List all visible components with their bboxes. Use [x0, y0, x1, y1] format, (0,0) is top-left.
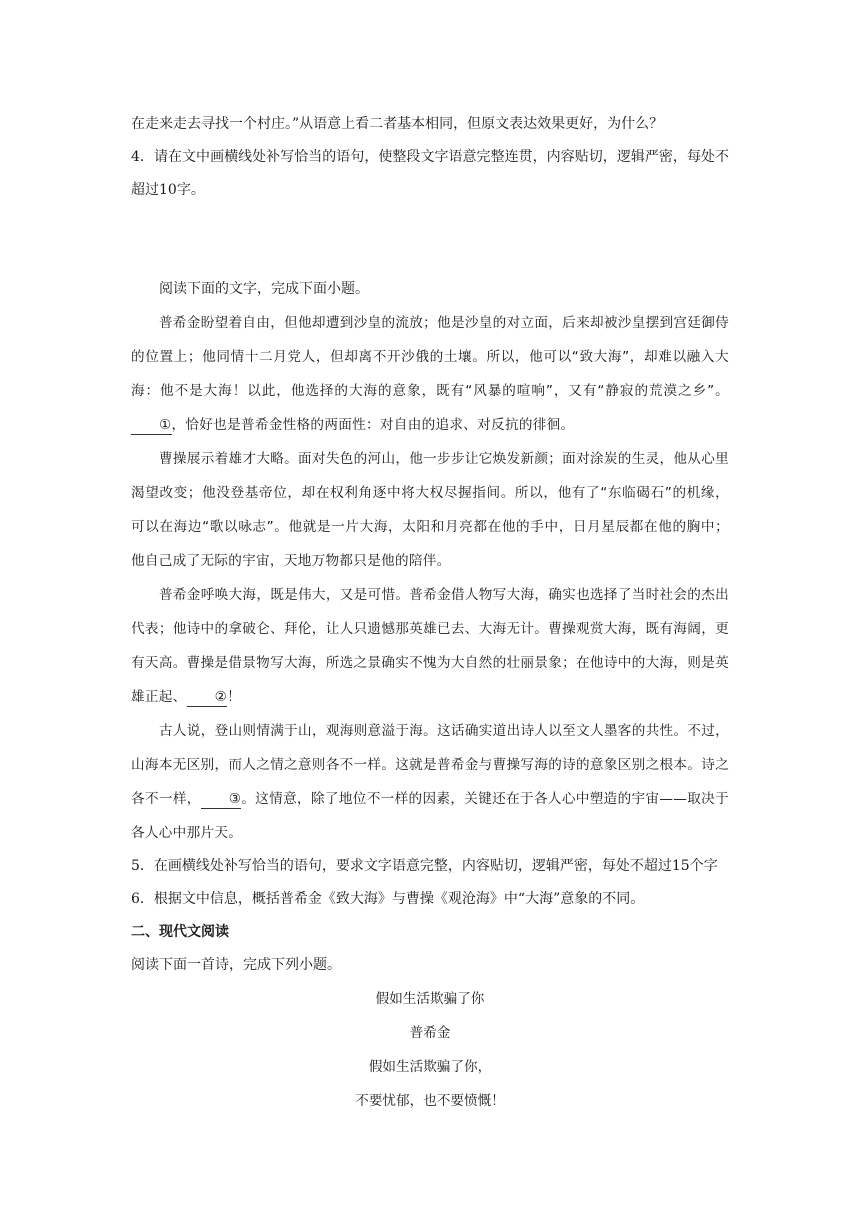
blank-1[interactable]: ① [131, 416, 172, 435]
blank-2[interactable]: ② [187, 688, 228, 707]
document-body [131, 108, 729, 1118]
paragraph-comparison [131, 578, 729, 714]
section-heading: 二、现代文阅读 [131, 924, 229, 940]
question-3-tail: 在走来走去寻找一个村庄。”从语意上看二者基本相同，但原文表达效果更好，为什么？ [131, 116, 664, 132]
paragraph-text: 普希金盼望着自由，但他却遭到沙皇的流放；他是沙皇的对立面，后来却被沙皇摆到宫廷御侍的位置上；他同情十二月党人，但却离不开沙俄的土壤。所以，他可以“致大海”，却难以融入大海：他不是大海！以此，他选择的大海的意象，既有“风暴的喧响”，又有“静寂的荒漠之乡”。 [131, 315, 729, 399]
poem-author: 普希金 [409, 1025, 451, 1041]
paragraph-text: ，恰好也是普希金性格的两面性：对自由的追求、对反抗的徘徊。 [171, 417, 575, 433]
question-4: 4．请在文中画横线处补写恰当的语句，使整段文字语意完整连贯，内容贴切，逻辑严密，每处不超过10字。 [131, 149, 729, 198]
paragraph-pushkin [131, 306, 729, 442]
paragraph-text: 普希金呼唤大海，既是伟大，又是可惜。普希金借人物写大海，确实也选择了当时社会的杰出代表；他诗中的拿破仑、拜伦，让人只遗憾那英雄已去、大海无计。曹操观赏大海，既有海阔，更有天高。曹操是借景物写大海，所选之景确实不愧为大自然的壮丽景象；在他诗中的大海，则是英雄正起、 [131, 587, 729, 705]
paragraph-text: ！ [227, 689, 241, 705]
paragraph-text: 。这情意，除了地位不一样的因素，关键还在于各人心中塑造的宇宙——取决于各人心中那片天。 [131, 791, 730, 841]
paragraph-text: 古人说，登山则情满于山，观海则意溢于海。这话确实道出诗人以至文人墨客的共性。不过，山海本无区别，而人之情之意则各不一样。这就是普希金与曹操写海的诗的意象区别之根本。诗之各不一样， [131, 723, 729, 807]
poem-intro: 阅读下面一首诗，完成下列小题。 [131, 957, 341, 973]
question-6: 6．根据文中信息，概括普希金《致大海》与曹操《观沧海》中“大海”意象的不同。 [131, 891, 645, 907]
poem-title: 假如生活欺骗了你 [375, 991, 485, 1007]
paragraph-conclusion [131, 714, 729, 850]
spacer [131, 207, 729, 273]
poem-line: 不要忧郁，也不要愤慨！ [355, 1093, 505, 1109]
reading-intro: 阅读下面的文字，完成下面小题。 [159, 281, 369, 297]
blank-3[interactable]: ③ [201, 790, 242, 809]
question-5: 5．在画横线处补写恰当的语句，要求文字语意完整，内容贴切，逻辑严密，每处不超过15个字 [131, 858, 718, 874]
paragraph-caocao: 曹操展示着雄才大略。面对失色的河山，他一步步让它焕发新颜；面对涂炭的生灵，他从心里渴望改变；他没登基帝位，却在权利角逐中将大权尽握指间。所以，他有了“东临碣石”的机缘，可以在海边“歌以咏志”。他就是一片大海，太阳和月亮都在他的手中，日月星辰都在他的胸中；他自己成了无际的宇宙，天地万物都只是他的陪伴。 [131, 451, 729, 569]
poem-line: 假如生活欺骗了你， [368, 1059, 492, 1075]
